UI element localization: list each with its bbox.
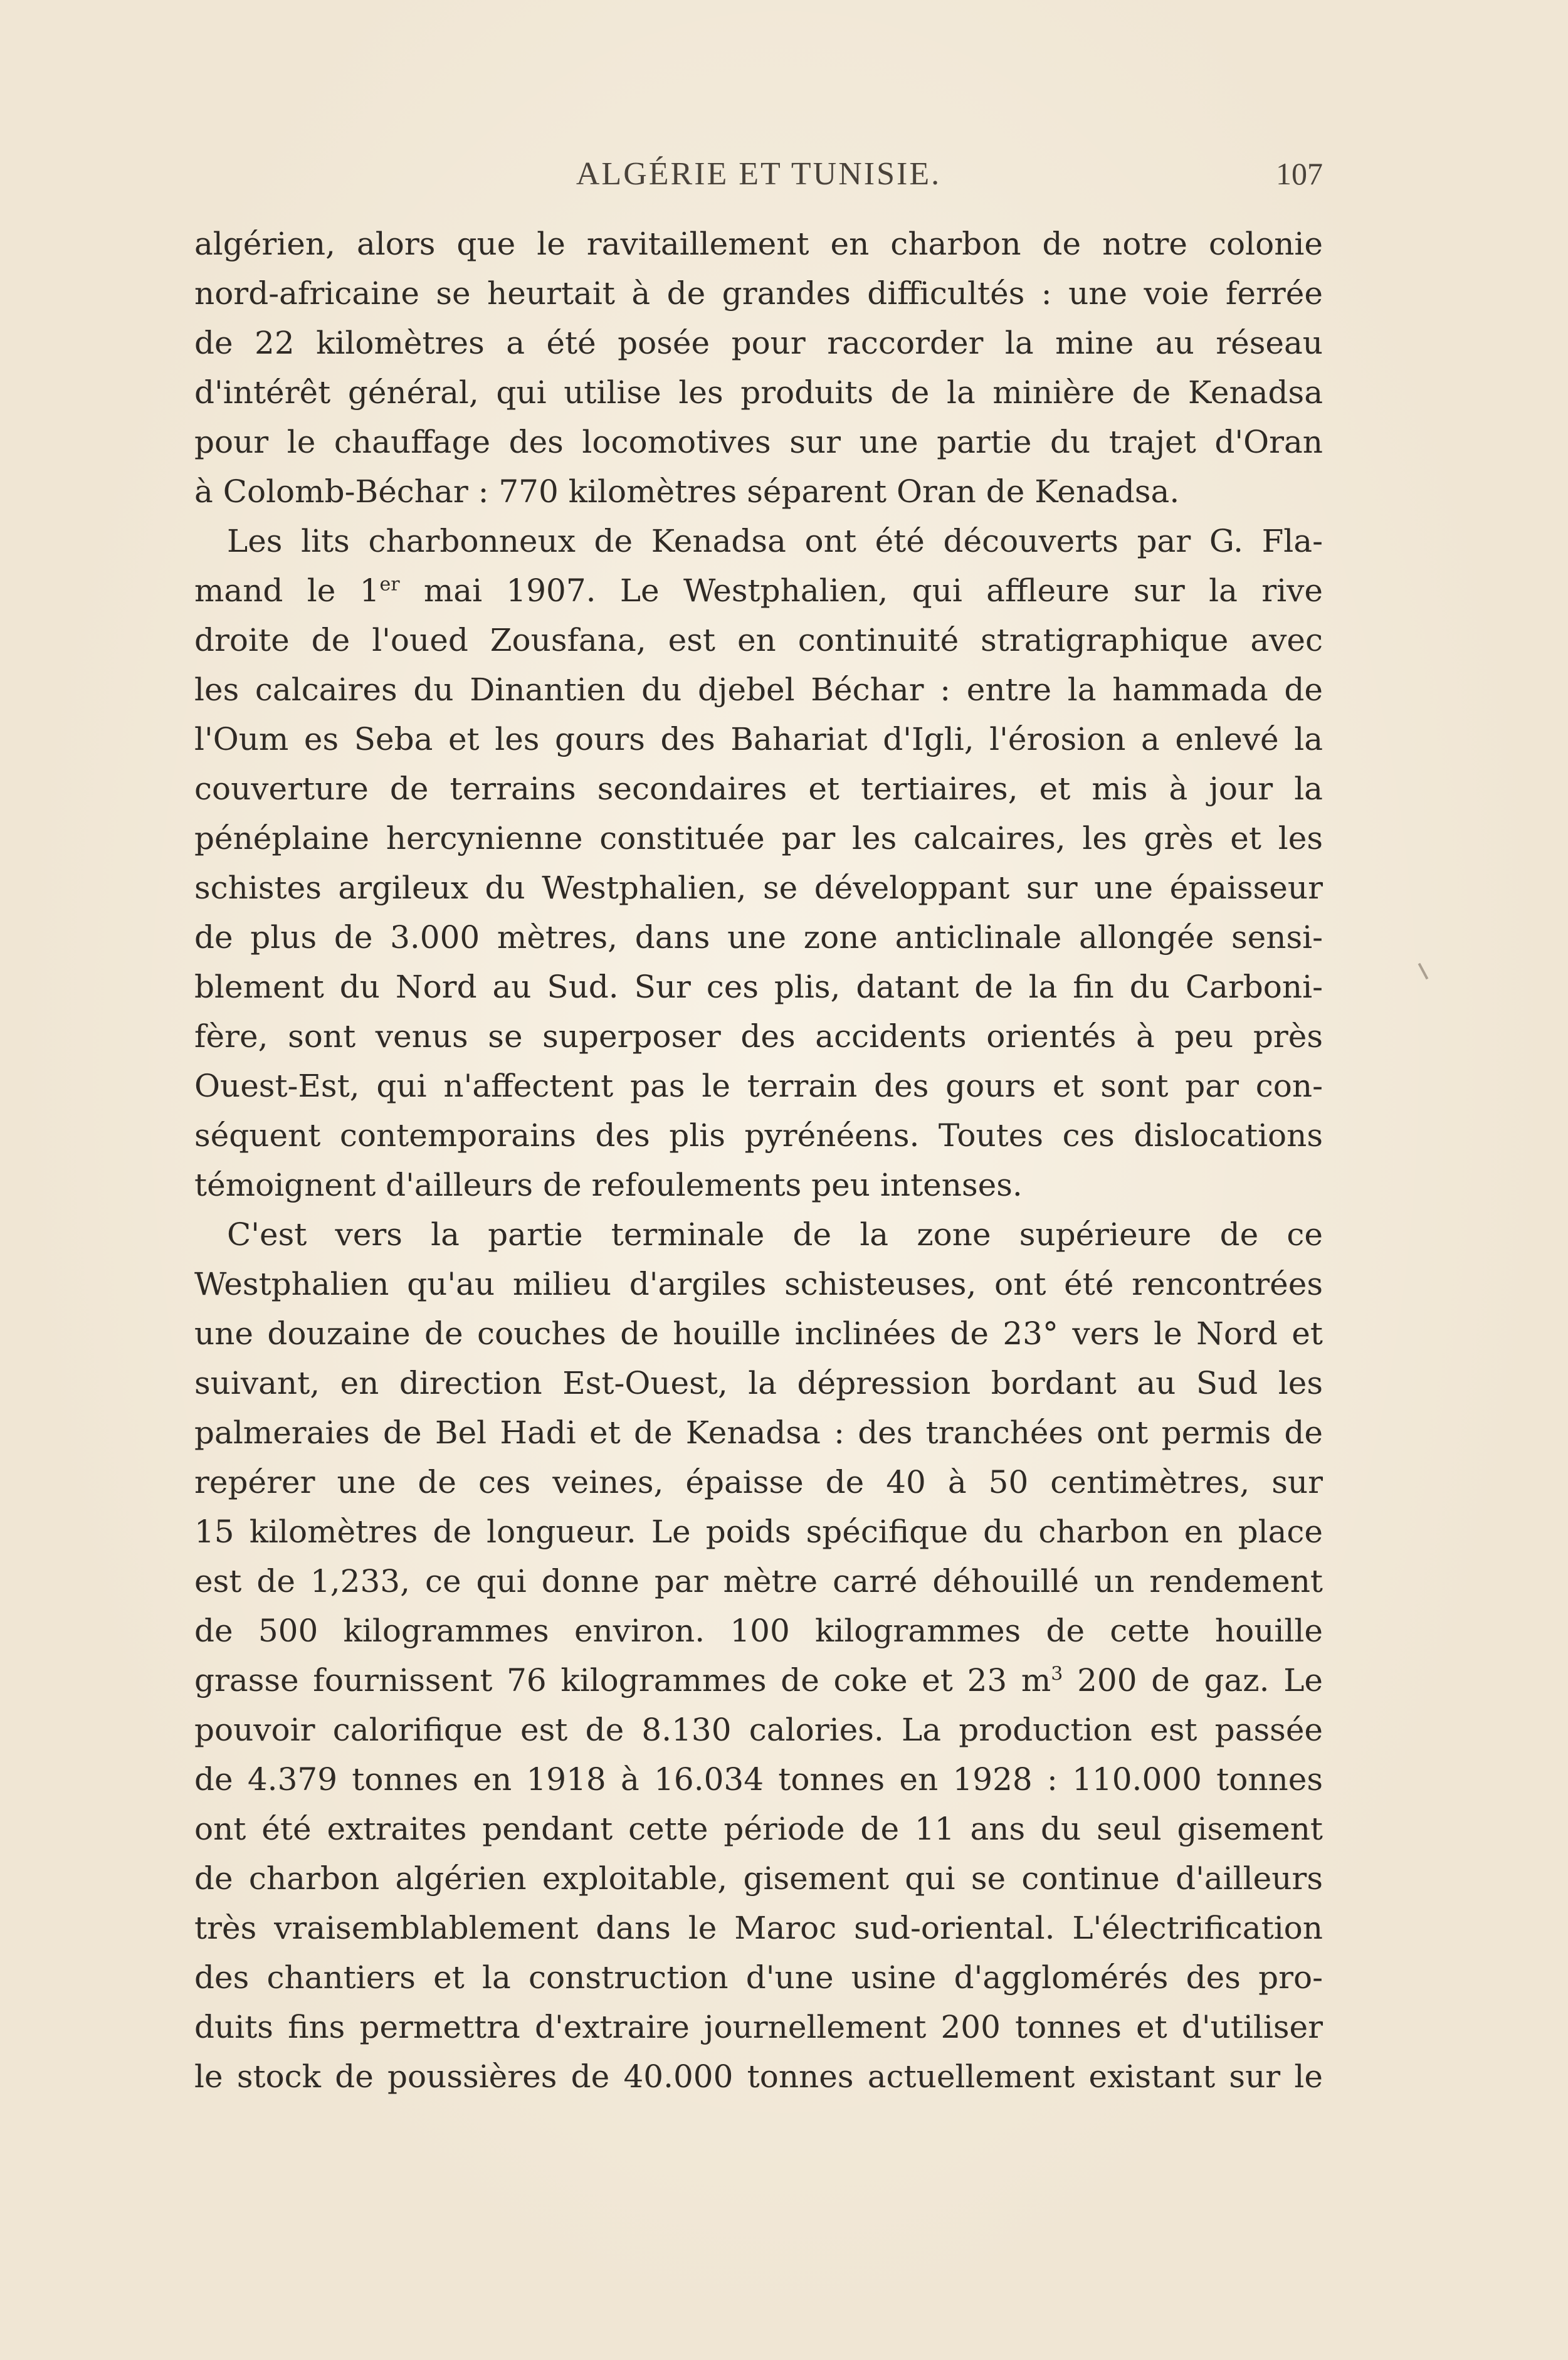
- text-line: pouvoir calorifique est de 8.130 calories. La production est passée: [194, 1712, 1323, 1748]
- text-line: palmeraies de Bel Hadi et de Kenadsa : des tranchées ont permis de: [194, 1414, 1323, 1451]
- text-line: [194, 1656, 1323, 1705]
- text-line: blement du Nord au Sud. Sur ces plis, datant de la fin du Carboni-: [194, 969, 1323, 1005]
- text-line: de 22 kilomètres a été posée pour raccorder la mine au réseau: [194, 325, 1323, 361]
- text-line: algérien, alors que le ravitaillement en charbon de notre colonie: [194, 226, 1323, 262]
- body-text: [194, 219, 1323, 2102]
- line-segment: 200 de gaz. Le: [1063, 1662, 1323, 1699]
- text-line: [194, 566, 1323, 616]
- text-line: de 4.379 tonnes en 1918 à 16.034 tonnes en 1928 : 110.000 tonnes: [194, 1761, 1323, 1798]
- text-line: témoignent d'ailleurs de refoulements peu intenses.: [194, 1167, 1023, 1203]
- text-line: les calcaires du Dinantien du djebel Béchar : entre la hammada de: [194, 672, 1323, 708]
- paper-blemish: [1418, 963, 1429, 980]
- line-segment: mand le 1: [194, 572, 380, 609]
- text-line: Westphalien qu'au milieu d'argiles schisteuses, ont été rencontrées: [194, 1266, 1323, 1302]
- running-header: [194, 155, 1323, 199]
- superscript: 3: [1051, 1663, 1063, 1685]
- text-line: l'Oum es Seba et les gours des Bahariat d'Igli, l'érosion a enlevé la: [194, 721, 1323, 757]
- text-line: C'est vers la partie terminale de la zone supérieure de ce: [227, 1216, 1323, 1253]
- text-line: schistes argileux du Westphalien, se développant sur une épaisseur: [194, 870, 1323, 906]
- text-line: une douzaine de couches de houille inclinées de 23° vers le Nord et: [194, 1315, 1323, 1352]
- text-line: des chantiers et la construction d'une usine d'agglomérés des pro-: [194, 1959, 1323, 1996]
- text-line: est de 1,233, ce qui donne par mètre carré déhouillé un rendement: [194, 1563, 1323, 1599]
- text-line: nord-africaine se heurtait à de grandes difficultés : une voie ferrée: [194, 275, 1323, 312]
- text-line: très vraisemblablement dans le Maroc sud-oriental. L'électrification: [194, 1910, 1323, 1946]
- text-line: d'intérêt général, qui utilise les produits de la minière de Kenadsa: [194, 374, 1323, 411]
- text-line: de plus de 3.000 mètres, dans une zone anticlinale allongée sensi-: [194, 919, 1323, 956]
- running-title: ALGÉRIE ET TUNISIE.: [576, 156, 942, 192]
- text-line: le stock de poussières de 40.000 tonnes actuellement existant sur le: [194, 2058, 1323, 2095]
- text-line: repérer une de ces veines, épaisse de 40 à 50 centimètres, sur: [194, 1464, 1323, 1500]
- text-line: de 500 kilogrammes environ. 100 kilogrammes de cette houille: [194, 1613, 1323, 1649]
- page-number: 107: [1276, 156, 1323, 191]
- text-line: fère, sont venus se superposer des accidents orientés à peu près: [194, 1018, 1323, 1055]
- text-line: à Colomb-Béchar : 770 kilomètres séparent Oran de Kenadsa.: [194, 473, 1180, 510]
- text-line: Ouest-Est, qui n'affectent pas le terrain des gours et sont par con-: [194, 1068, 1323, 1104]
- text-line: couverture de terrains secondaires et tertiaires, et mis à jour la: [194, 771, 1323, 807]
- text-line: de charbon algérien exploitable, gisement qui se continue d'ailleurs: [194, 1860, 1323, 1897]
- text-line: Les lits charbonneux de Kenadsa ont été découverts par G. Fla-: [227, 523, 1323, 559]
- superscript: er: [379, 573, 400, 596]
- text-line: suivant, en direction Est-Ouest, la dépression bordant au Sud les: [194, 1365, 1323, 1401]
- text-line: pénéplaine hercynienne constituée par les calcaires, les grès et les: [194, 820, 1323, 856]
- text-line: pour le chauffage des locomotives sur une partie du trajet d'Oran: [194, 424, 1323, 460]
- line-segment: grasse fournissent 76 kilogrammes de coke et 23 m: [194, 1662, 1051, 1699]
- text-line: 15 kilomètres de longueur. Le poids spécifique du charbon en place: [194, 1514, 1323, 1550]
- text-line: duits fins permettra d'extraire journellement 200 tonnes et d'utiliser: [194, 2009, 1323, 2045]
- line-segment: mai 1907. Le Westphalien, qui affleure sur la rive: [399, 572, 1323, 609]
- text-line: ont été extraites pendant cette période de 11 ans du seul gisement: [194, 1811, 1323, 1847]
- text-line: droite de l'oued Zousfana, est en continuité stratigraphique avec: [194, 622, 1323, 658]
- text-line: séquent contemporains des plis pyrénéens. Toutes ces dislocations: [194, 1117, 1323, 1154]
